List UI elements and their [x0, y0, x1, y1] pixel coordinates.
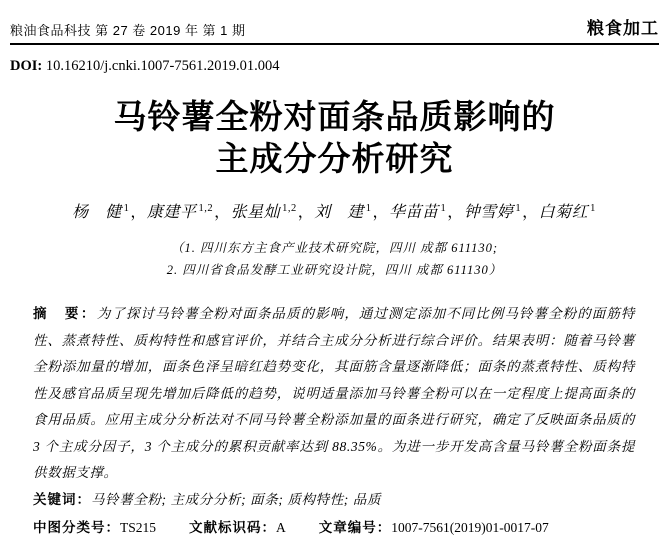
abstract-label: 摘 要：: [33, 306, 97, 321]
author: 华苗苗 $^1$: [389, 202, 447, 221]
keywords-line: [33, 487, 635, 514]
clc-value: TS215: [120, 520, 157, 535]
doc-code-value: A: [276, 520, 286, 535]
abstract-text: 为了探讨马铃薯全粉对面条品质的影响，通过测定添加不同比例马铃薯全粉的面筋特性、蒸煮特性、质构特性和感官评价，并结合主成分分析进行综合评价。结果表明：随着马铃薯全粉添加量的增加，面条色泽呈暗红趋势变化，其面筋含量逐渐降低；面条的蒸煮特性、质构特性及感官品质呈现先增加后降低的趋势，说明适量添加马铃薯全粉可以在一定程度上提高面条的食用品质。应用主成分分析法对不同马铃薯全粉添加量的面条进行研究，确定了反映面条品质的 3 个主成分因子，3 个主成分的累积贡献率达到 88.35%。为进一步开发高含量马铃薯全粉面条提供数据支撑。: [33, 306, 636, 480]
affiliation-line2: 2. 四川省食品发酵工业研究设计院，四川 成都 611130）: [166, 263, 503, 277]
doi-value: 10.16210/j.cnki.1007-7561.2019.01.004: [45, 58, 280, 74]
author: 张星灿 $^{1,2}$: [230, 202, 297, 221]
journal-header: [10, 14, 659, 45]
keywords-label: 关键词：: [33, 491, 91, 507]
author: 白菊红 $^1$: [538, 202, 596, 221]
journal-section: 粮食加工: [587, 19, 659, 38]
meta-line: [33, 515, 635, 541]
affiliations: [10, 237, 659, 281]
doc-code-label: 文献标识码：: [189, 520, 277, 535]
author-separator: ，: [447, 204, 464, 221]
affiliation-line1: （1. 四川东方主食产业技术研究院，四川 成都 611130;: [170, 241, 499, 255]
authors-line: [10, 199, 659, 222]
author: 刘 建 $^1$: [314, 202, 372, 221]
article-id-group: [319, 520, 549, 535]
paper-title-line2: 主成分分析研究: [215, 140, 454, 177]
doc-code-group: [189, 520, 286, 535]
author-separator: ，: [214, 204, 231, 221]
author: 康建平 $^{1,2}$: [146, 202, 214, 221]
author-separator: ，: [522, 204, 539, 221]
author: 钟雪婷 $^1$: [463, 202, 522, 221]
author: 杨 健 $^1$: [72, 202, 130, 221]
doi-line: [10, 58, 659, 75]
paper-title-line1: 马铃薯全粉对面条品质影响的: [113, 98, 556, 135]
doi-label: DOI:: [10, 58, 43, 74]
author-separator: ，: [372, 204, 390, 221]
article-id-label: 文章编号：: [318, 520, 392, 535]
author-separator: ，: [130, 204, 147, 221]
clc-group: [33, 520, 156, 535]
article-id-value: 1007-7561(2019)01-0017-07: [391, 520, 549, 535]
author-separator: ，: [297, 204, 315, 221]
clc-label: 中图分类号：: [33, 520, 120, 535]
paper-title: [10, 96, 659, 180]
keywords-text: 马铃薯全粉; 主成分分析; 面条; 质构特性; 品质: [91, 491, 382, 507]
abstract-paragraph: [33, 301, 635, 487]
journal-title: 粮油食品科技 第 27 卷 2019 年 第 1 期: [10, 23, 246, 38]
